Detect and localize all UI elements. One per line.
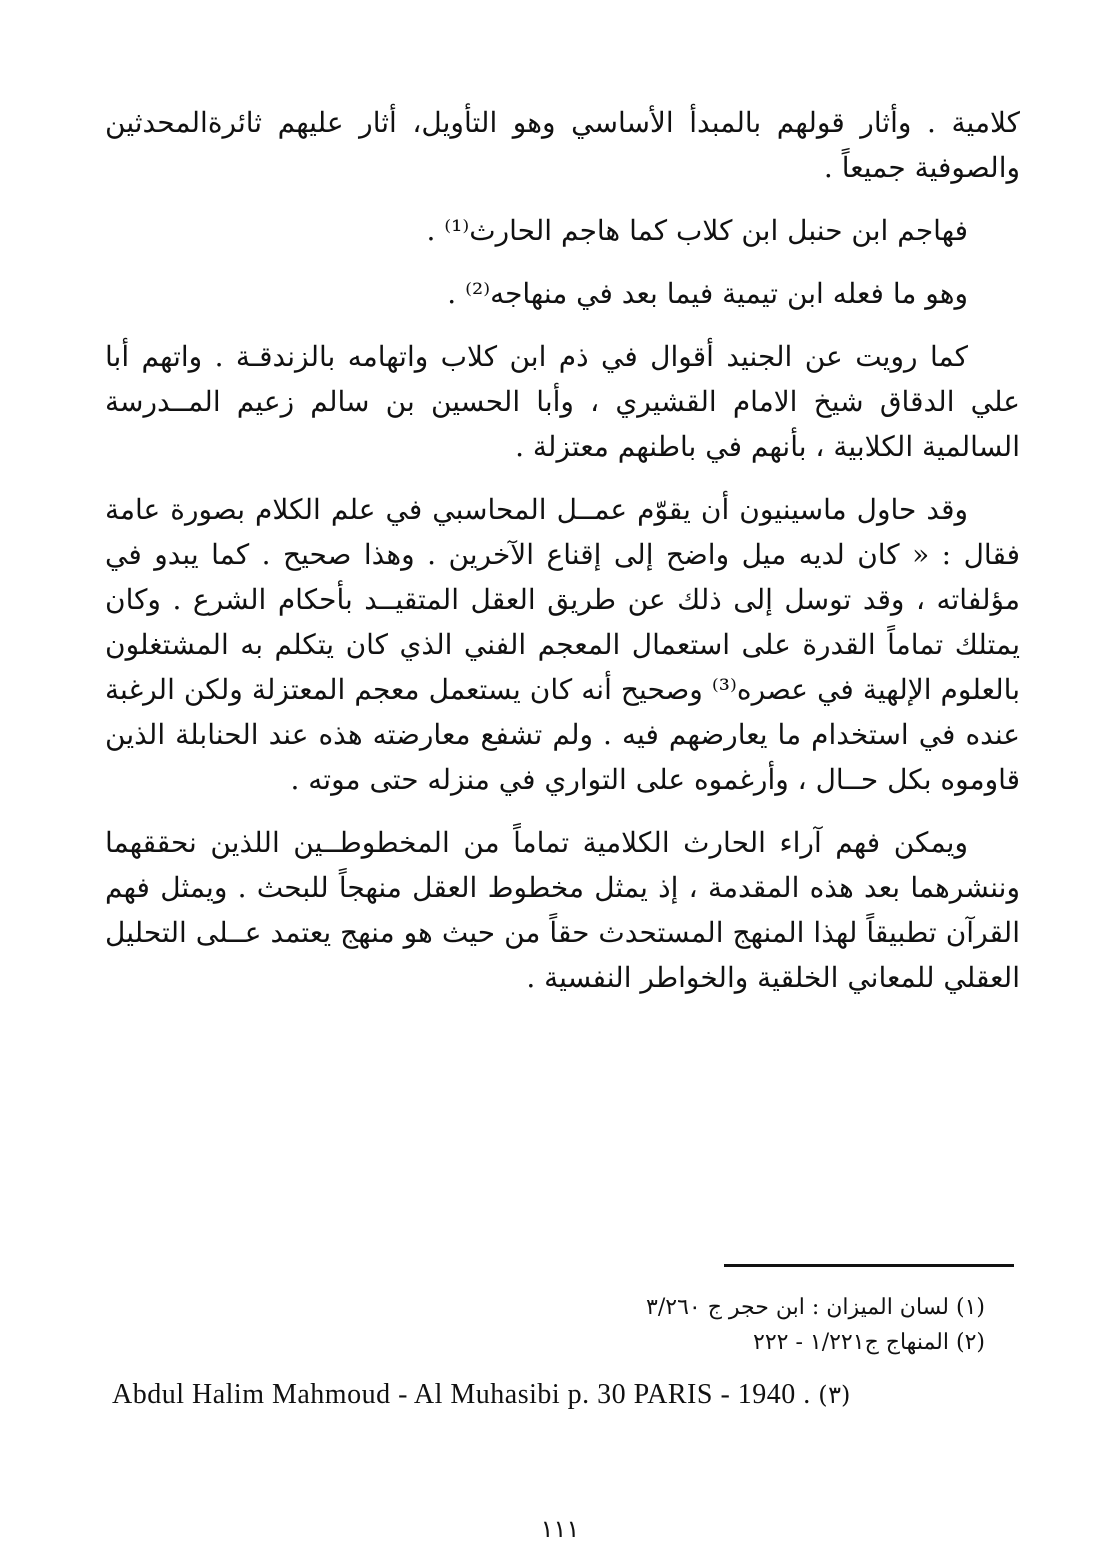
- paragraph-5: وقد حاول ماسينيون أن يقوّم عمــل المحاسبي في علم الكلام بصورة عامة فقال : « كان لديه ميل واضح إلى إقناع الآخرين . وهذا صحيح . كما يبدو في مؤلفاته ، وقد توسل إلى ذلك عن طريق العقل المتقيــد بأحكام الشرع . وكان يمتلك تماماً القدرة على استعمال المعجم الفني الذي كان يتكلم به المشتغلون بالعلوم الإلهية في عصره⁽³⁾ وصحيح أنه كان يستعمل معجم المعتزلة ولكن الرغبة عنده في استخدام ما يعارضهم فيه . ولم تشفع معارضته هذه عند الحنابلة الذين قاوموه بكل حــال ، وأرغموه على التواري في منزله حتى موته .: [105, 493, 1021, 796]
- footnotes: [105, 1290, 985, 1360]
- paragraph-4: كما رويت عن الجنيد أقوال في ذم ابن كلاب واتهامه بالزندقـة . واتهم أبا علي الدقاق شيخ الامام القشيري ، وأبا الحسين بن سالم زعيم المــدرسة السالمية الكلابية ، بأنهم في باطنهم معتزلة .: [105, 340, 1020, 463]
- page-number: ١١١: [540, 1515, 580, 1543]
- footnote-2: (٢) المنهاج ج١/٢٢١ - ٢٢٢: [753, 1330, 985, 1355]
- paragraph-3: وهو ما فعله ابن تيمية فيما بعد في منهاجه⁽²⁾ .: [447, 277, 968, 310]
- footnote-1: (١) لسان الميزان : ابن حجر ج ٣/٢٦٠: [646, 1295, 985, 1320]
- footnote-3-text: Abdul Halim Mahmoud - Al Muhasibi p. 30 PARIS - 1940 .: [112, 1379, 811, 1410]
- footnote-divider: [724, 1264, 1014, 1267]
- main-text: [105, 100, 1020, 1000]
- paragraph-1: كلامية . وأثار قولهم بالمبدأ الأساسي وهو التأويل، أثار عليهم ثائرةالمحدثين والصوفية جميعاً .: [105, 106, 1020, 184]
- footnote-3-number: (٣): [818, 1381, 851, 1409]
- paragraph-6: ويمكن فهم آراء الحارث الكلامية تماماً من المخطوطــين اللذين نحققهما وننشرهما بعد هذه المقدمة ، إذ يمثل مخطوط العقل منهجاً للبحث . ويمثل فهم القرآن تطبيقاً لهذا المنهج المستحدث حقاً من حيث هو منهج يعتمد عــلى التحليل العقلي للمعاني الخلقية والخواطر النفسية .: [105, 826, 1020, 994]
- footnote-3: [112, 1375, 1012, 1415]
- paragraph-2: فهاجم ابن حنبل ابن كلاب كما هاجم الحارث⁽¹⁾ .: [426, 214, 968, 247]
